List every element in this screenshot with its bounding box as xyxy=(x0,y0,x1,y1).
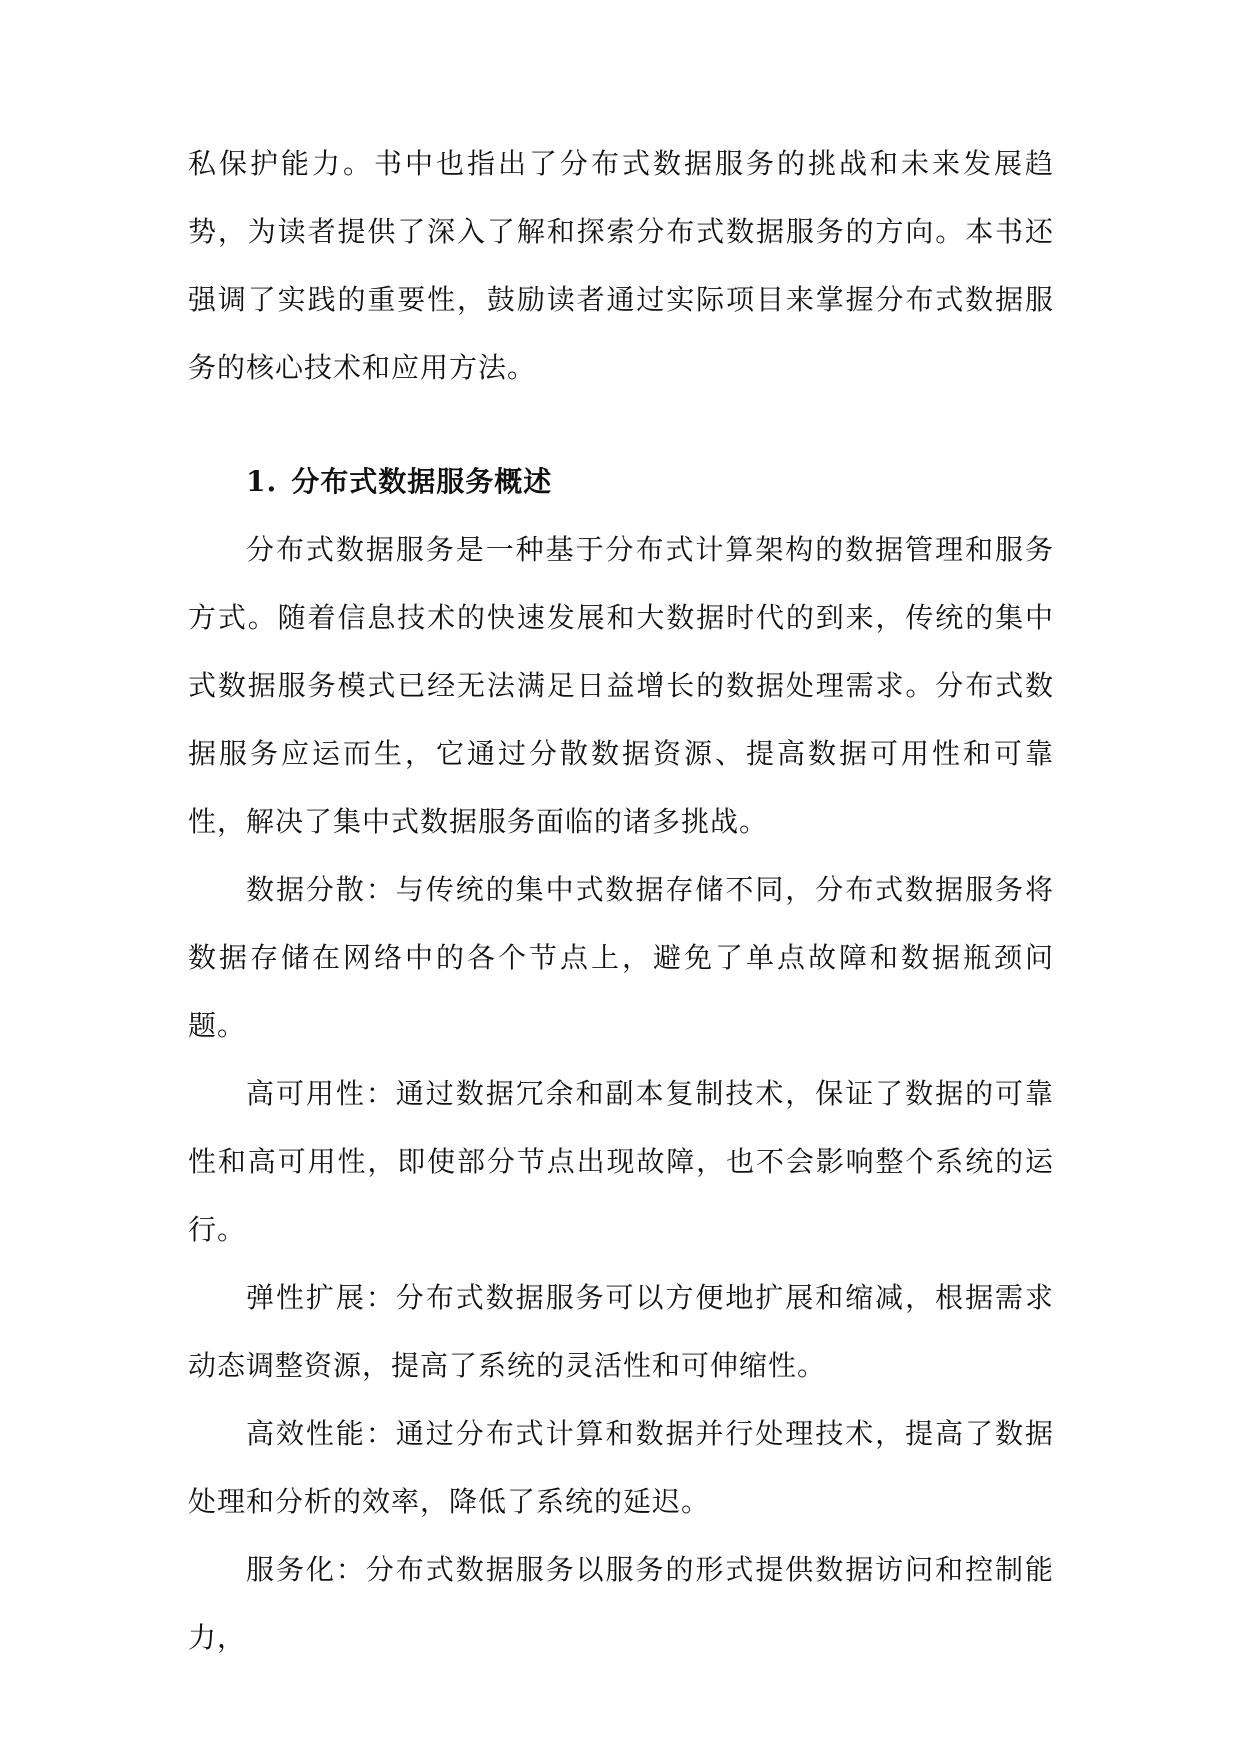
section-heading xyxy=(188,448,1054,516)
body-paragraph: 高效性能：通过分布式计算和数据并行处理技术，提高了数据处理和分析的效率，降低了系统的延迟。 xyxy=(188,1417,1054,1518)
body-paragraph: 弹性扩展：分布式数据服务可以方便地扩展和缩减，根据需求动态调整资源，提高了系统的灵活性和可伸缩性。 xyxy=(188,1281,1054,1382)
section-number: 1. xyxy=(246,465,278,498)
body-paragraph: 数据分散：与传统的集中式数据存储不同，分布式数据服务将数据存储在网络中的各个节点上，避免了单点故障和数据瓶颈问题。 xyxy=(188,873,1054,1042)
body-paragraph: 高可用性：通过数据冗余和副本复制技术，保证了数据的可靠性和高可用性，即使部分节点出现故障，也不会影响整个系统的运行。 xyxy=(188,1077,1054,1246)
document-body xyxy=(188,130,1054,1672)
body-paragraph: 服务化：分布式数据服务以服务的形式提供数据访问和控制能力， xyxy=(188,1553,1054,1654)
body-paragraph: 分布式数据服务是一种基于分布式计算架构的数据管理和服务方式。随着信息技术的快速发展和大数据时代的到来，传统的集中式数据服务模式已经无法满足日益增长的数据处理需求。分布式数据服务应运而生，它通过分散数据资源、提高数据可用性和可靠性，解决了集中式数据服务面临的诸多挑战。 xyxy=(188,533,1054,838)
intro-paragraph: 私保护能力。书中也指出了分布式数据服务的挑战和未来发展趋势，为读者提供了深入了解和探索分布式数据服务的方向。本书还强调了实践的重要性，鼓励读者通过实际项目来掌握分布式数据服务的核心技术和应用方法。 xyxy=(188,147,1054,384)
section-spacer xyxy=(188,402,1054,448)
section-title: 分布式数据服务概述 xyxy=(291,465,553,498)
